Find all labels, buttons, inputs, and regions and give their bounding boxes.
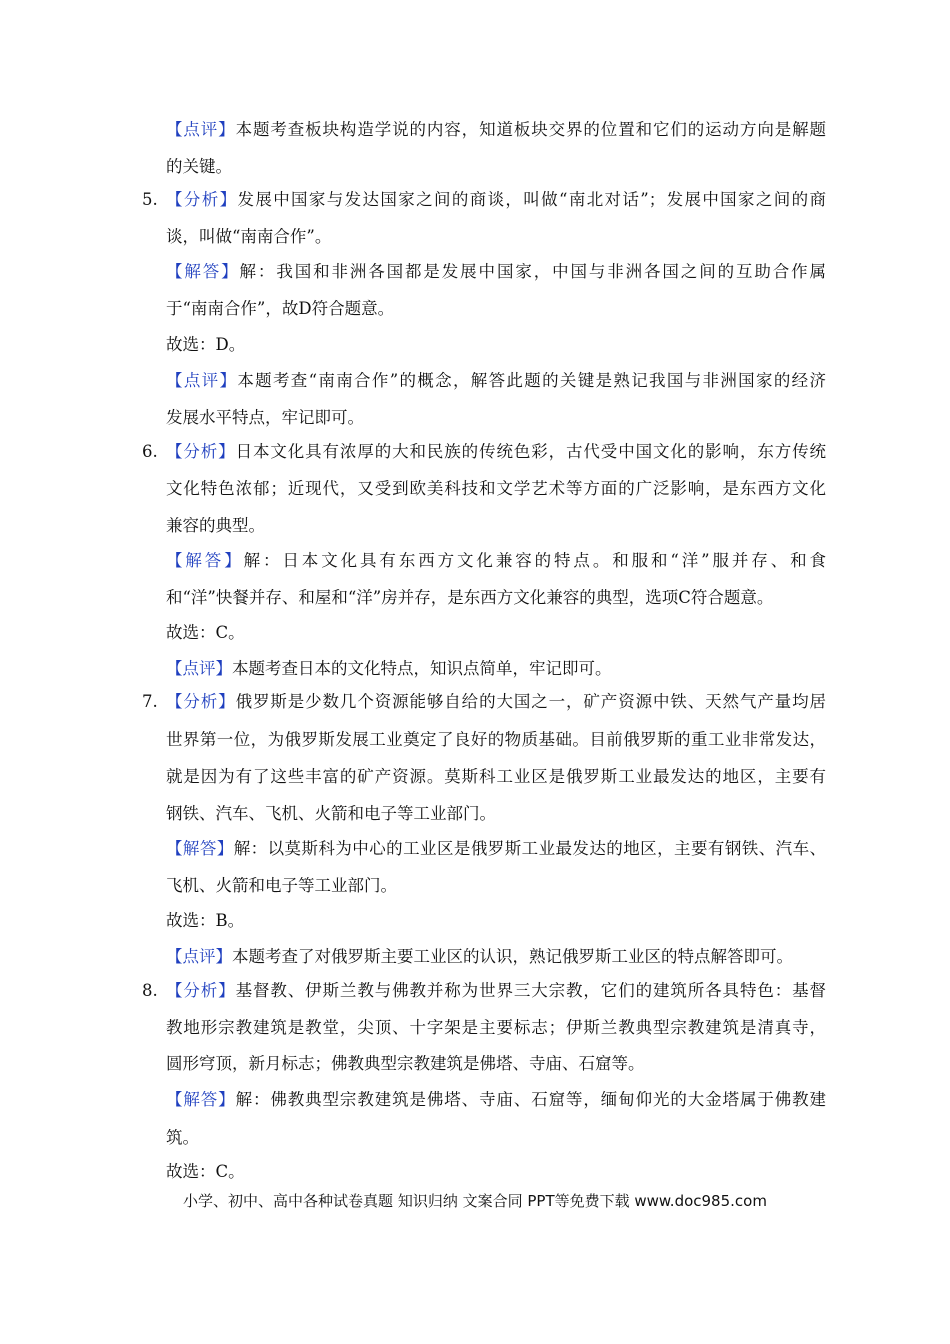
text-line: [166, 802, 826, 826]
text-line: [166, 333, 826, 357]
text-line: [166, 297, 826, 321]
line-text: 日本文化具有浓厚的大和民族的传统色彩，古代受中国文化的影响，东方传统: [235, 442, 827, 461]
text-line: [166, 690, 826, 714]
text-line: [166, 225, 826, 249]
line-text: 解：以莫斯科为中心的工业区是俄罗斯工业最发达的地区，主要有钢铁、汽车、: [233, 839, 827, 858]
line-text: 本题考查日本的文化特点，知识点简单，牢记即可。: [232, 659, 612, 678]
page-footer: 小学、初中、高中各种试卷真题 知识归纳 文案合同 PPT等免费下载 www.doc985.com: [183, 1192, 767, 1210]
section-tag: 【分析】: [166, 692, 236, 711]
text-line: [166, 1016, 826, 1040]
line-text: 钢铁、汽车、飞机、火箭和电子等工业部门。: [166, 804, 496, 823]
line-text: 的关键。: [166, 157, 232, 176]
line-text: 本题考查了对俄罗斯主要工业区的认识，熟记俄罗斯工业区的特点解答即可。: [232, 947, 793, 966]
text-line: [166, 118, 826, 142]
text-line: [166, 945, 826, 969]
text-line: [166, 837, 826, 861]
line-text: 文化特色浓郁；近现代，又受到欧美科技和文学艺术等方面的广泛影响，是东西方文化: [166, 479, 826, 498]
section-tag: 【分析】: [166, 442, 236, 461]
line-text: 兼容的典型。: [166, 516, 265, 535]
section-tag: 【分析】: [166, 190, 238, 209]
text-line: [166, 909, 826, 933]
line-text: 解：日本文化具有东西方文化兼容的特点。和服和“洋”服并存、和食: [243, 551, 827, 570]
section-tag: 【解答】: [166, 262, 240, 281]
section-tag: 【点评】: [166, 371, 238, 390]
section-tag: 【点评】: [166, 659, 232, 678]
question-number: 8.: [142, 981, 158, 1000]
text-line: [166, 586, 826, 610]
line-text: 故选：C。: [166, 623, 245, 642]
line-text: 发展水平特点，牢记即可。: [166, 408, 364, 427]
line-text: 本题考查“南南合作”的概念，解答此题的关键是熟记我国与非洲国家的经济: [237, 371, 826, 390]
text-line: [166, 155, 826, 179]
text-line: [166, 1088, 826, 1112]
section-tag: 【点评】: [166, 947, 232, 966]
line-text: 本题考查板块构造学说的内容，知道板块交界的位置和它们的运动方向是解题: [235, 120, 827, 139]
text-line: [166, 1052, 826, 1076]
text-line: [166, 369, 826, 393]
text-line: [166, 514, 826, 538]
question-number: 5.: [142, 190, 158, 209]
line-text: 筑。: [166, 1128, 199, 1147]
text-line: [166, 440, 826, 464]
line-text: 于“南南合作”，故D符合题意。: [166, 299, 395, 318]
text-line: [166, 260, 826, 284]
line-text: 圆形穹顶，新月标志；佛教典型宗教建筑是佛塔、寺庙、石窟等。: [166, 1054, 645, 1073]
text-line: [166, 188, 826, 212]
text-line: [166, 406, 826, 430]
line-text: 故选：C。: [166, 1162, 245, 1181]
text-line: [166, 621, 826, 645]
line-text: 俄罗斯是少数几个资源能够自给的大国之一，矿产资源中铁、天然气产量均居: [235, 692, 827, 711]
text-line: [166, 765, 826, 789]
section-tag: 【分析】: [166, 981, 236, 1000]
line-text: 解：佛教典型宗教建筑是佛塔、寺庙、石窟等，缅甸仰光的大金塔属于佛教建: [235, 1090, 827, 1109]
question-number: 7.: [142, 692, 158, 711]
text-line: [166, 874, 826, 898]
text-line: [166, 1160, 826, 1184]
section-tag: 【解答】: [166, 839, 234, 858]
line-text: 教地形宗教建筑是教堂，尖顶、十字架是主要标志；伊斯兰教典型宗教建筑是清真寺，: [166, 1018, 826, 1037]
line-text: 发展中国家与发达国家之间的商谈，叫做“南北对话”；发展中国家之间的商: [237, 190, 827, 209]
line-text: 故选：B。: [166, 911, 245, 930]
question-number: 6.: [142, 442, 158, 461]
line-text: 解：我国和非洲各国都是发展中国家，中国与非洲各国之间的互助合作属: [239, 262, 827, 281]
section-tag: 【解答】: [166, 1090, 236, 1109]
text-line: [166, 657, 826, 681]
text-line: [166, 1126, 826, 1150]
line-text: 飞机、火箭和电子等工业部门。: [166, 876, 397, 895]
section-tag: 【解答】: [166, 551, 244, 570]
section-tag: 【点评】: [166, 120, 236, 139]
line-text: 世界第一位，为俄罗斯发展工业奠定了良好的物质基础。目前俄罗斯的重工业非常发达，: [166, 730, 826, 749]
line-text: 和“洋”快餐并存、和屋和“洋”房并存，是东西方文化兼容的典型，选项C符合题意。: [166, 588, 774, 607]
text-line: [166, 979, 826, 1003]
text-line: [166, 728, 826, 752]
line-text: 故选：D。: [166, 335, 246, 354]
text-line: [166, 549, 826, 573]
text-line: [166, 477, 826, 501]
line-text: 就是因为有了这些丰富的矿产资源。莫斯科工业区是俄罗斯工业最发达的地区，主要有: [166, 767, 826, 786]
line-text: 谈，叫做“南南合作”。: [166, 227, 332, 246]
line-text: 基督教、伊斯兰教与佛教并称为世界三大宗教，它们的建筑所各具特色：基督: [235, 981, 827, 1000]
